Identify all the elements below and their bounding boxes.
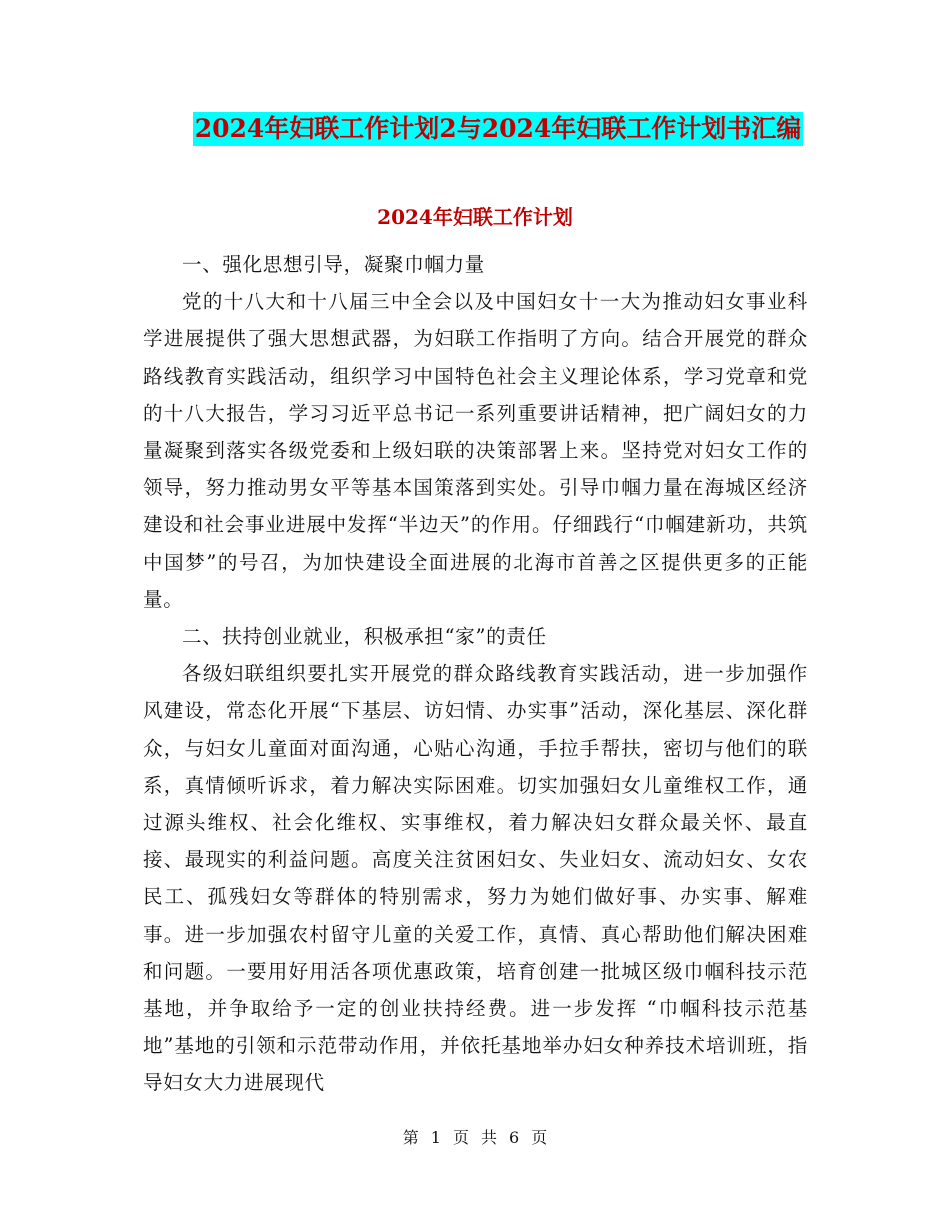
footer-current-page: 1 [430,1128,441,1147]
footer-suffix: 页 [531,1128,548,1147]
footer-page-word: 页 [452,1128,469,1147]
footer-prefix: 第 [402,1128,419,1147]
document-title: 2024年妇联工作计划2与2024年妇联工作计划书汇编 [193,112,804,146]
document-body [143,246,808,1102]
heading-1: 一、强化思想引导，凝聚巾帼力量 [182,253,486,276]
page-footer [0,1126,950,1150]
footer-total-prefix: 共 [481,1128,498,1147]
footer-total-pages: 6 [509,1128,520,1147]
paragraph-2: 各级妇联组织要扎实开展党的群众路线教育实践活动，进一步加强作风建设，常态化开展“下基层、访妇情、办实事”活动，深化基层、深化群众，与妇女儿童面对面沟通，心贴心沟通，手拉手帮扶，密切与他们的联系，真情倾听诉求，着力解决实际困难。切实加强妇女儿童维权工作，通过源头维权、社会化维权、实事维权，着力解决妇女群众最关怀、最直接、最现实的利益问题。高度关注贫困妇女、失业妇女、流动妇女、女农民工、孤残妇女等群体的特别需求，努力为她们做好事、办实事、解难事。进一步加强农村留守儿童的关爱工作，真情、真心帮助他们解决困难和问题。一要用好用活各项优惠政策，培育创建一批城区级巾帼科技示范基地，并争取给予一定的创业扶持经费。进一步发挥 “巾帼科技示范基地”基地的引领和示范带动作用，并依托基地举办妇女种养技术培训班，指导妇女大力进展现代 [143,662,808,1095]
heading-2: 二、扶持创业就业，积极承担“家”的责任 [182,625,547,649]
section-title: 2024年妇联工作计划 [377,205,573,229]
document-title-wrapper [0,112,950,146]
paragraph-1: 党的十八大和十八届三中全会以及中国妇女十一大为推动妇女事业科学进展提供了强大思想武器，为妇联工作指明了方向。结合开展党的群众路线教育实践活动，组织学习中国特色社会主义理论体系，学习党章和党的十八大报告，学习习近平总书记一系列重要讲话精神，把广阔妇女的力量凝聚到落实各级党委和上级妇联的决策部署上来。坚持党对妇女工作的领导，努力推动男女平等基本国策落到实处。引导巾帼力量在海城区经济建设和社会事业进展中发挥“半边天”的作用。仔细践行“巾帼建新功，共筑中国梦”的号召，为加快建设全面进展的北海市首善之区提供更多的正能量。 [143,290,808,611]
